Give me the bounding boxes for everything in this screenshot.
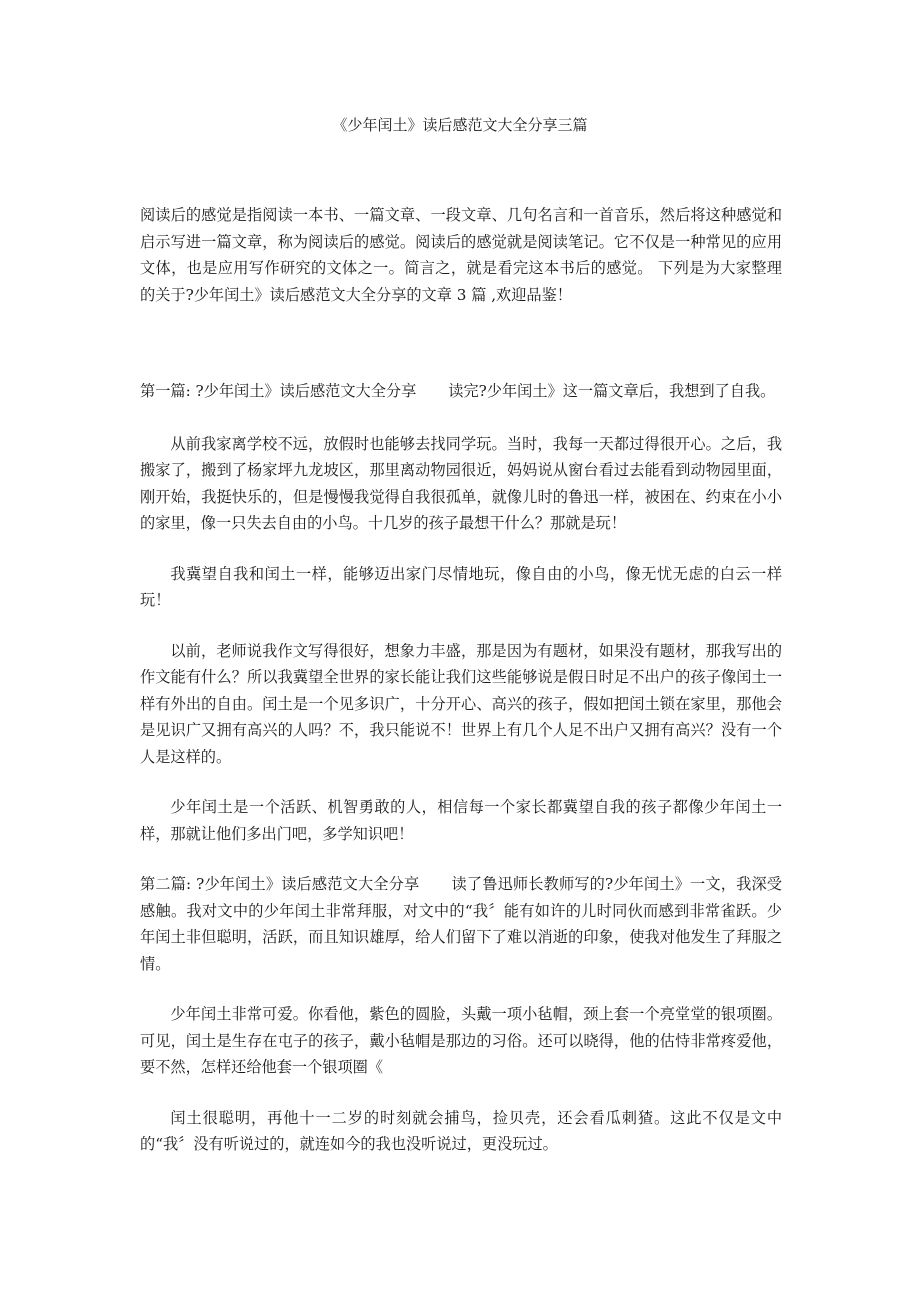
- section-2-lead: 读了鲁迅师长教师写的?少年闰土》一文，我深受感触。我对文中的少年闰土非常拜服，对文中的“我〞能有如许的儿时同伙而感到非常雀跃。少年闰土非但聪明，活跃，而且知识雄厚，给人们留下了难以消逝的印象，使我对他发生了拜服之情。: [140, 875, 782, 973]
- section-2-heading: 第二篇: ?少年闰土》读后感范文大全分享: [140, 875, 420, 893]
- document-body: [140, 202, 782, 1158]
- section-2-paragraph: 闰土很聪明，再他十一二岁的时刻就会捕鸟，捡贝壳，还会看瓜刺猹。这此不仅是文中的“我〞没有听说过的，就连如今的我也没听说过，更没玩过。: [140, 1108, 782, 1153]
- section-1-lead-paragraph: [140, 378, 782, 405]
- section-2-paragraph: 少年闰土非常可爱。你看他，紫色的圆脸，头戴一项小毡帽，颈上套一个亮堂堂的银项圈。可见，闰土是生存在屯子的孩子，戴小毡帽是那边的习俗。还可以晓得，他的估恃非常疼爱他，要不然，怎样还给他套一个银项圈《: [140, 1005, 782, 1076]
- section-2-lead-paragraph: [140, 871, 782, 977]
- intro-paragraph: 阅读后的感觉是指阅读一本书、一篇文章、一段文章、几句名言和一首音乐，然后将这种感觉和启示写进一篇文章，称为阅读后的感觉。阅读后的感觉就是阅读笔记。它不仅是一种常见的应用文体，也是应用写作研究的文体之一。简言之，就是看完这本书后的感觉。 下列是为大家整理的关于?少年闰土》读后感范文大全分享的文章 3 篇 ,欢迎品鉴！: [140, 206, 782, 304]
- section-1-paragraph: 从前我家离学校不远，放假时也能够去找同学玩。当时，我每一天都过得很开心。之后，我搬家了，搬到了杨家坪九龙坡区，那里离动物园很近，妈妈说从窗台看过去能看到动物园里面，刚开始，我挺快乐的，但是慢慢我觉得自我很孤单，就像儿时的鲁迅一样，被困在、约束在小小的家里，像一只失去自由的小鸟。十几岁的孩子最想干什么？那就是玩！: [140, 434, 782, 532]
- section-1-paragraph: 以前，老师说我作文写得很好，想象力丰盛，那是因为有题材，如果没有题材，那我写出的作文能有什么？所以我冀望全世界的家长能让我们这些能够说是假日时足不出户的孩子像闰土一样有外出的自由。闰土是一个见多识广，十分开心、高兴的孩子，假如把闰土锁在家里，那他会是见识广又拥有高兴的人吗？不，我只能说不！世界上有几个人足不出户又拥有高兴？没有一个人是这样的。: [140, 641, 782, 766]
- section-1-paragraph: 少年闰土是一个活跃、机智勇敢的人，相信每一个家长都冀望自我的孩子都像少年闰土一样，那就让他们多出门吧，多学知识吧！: [140, 798, 782, 843]
- section-1-paragraph: 我冀望自我和闰土一样，能够迈出家门尽情地玩，像自由的小鸟，像无忧无虑的白云一样玩！: [140, 564, 782, 609]
- page-title: 《少年闰土》读后感范文大全分享三篇: [332, 116, 588, 134]
- section-1-lead: 读完?少年闰土》这一篇文章后，我想到了自我。: [448, 382, 776, 400]
- section-1-heading: 第一篇: ?少年闰土》读后感范文大全分享: [140, 382, 417, 400]
